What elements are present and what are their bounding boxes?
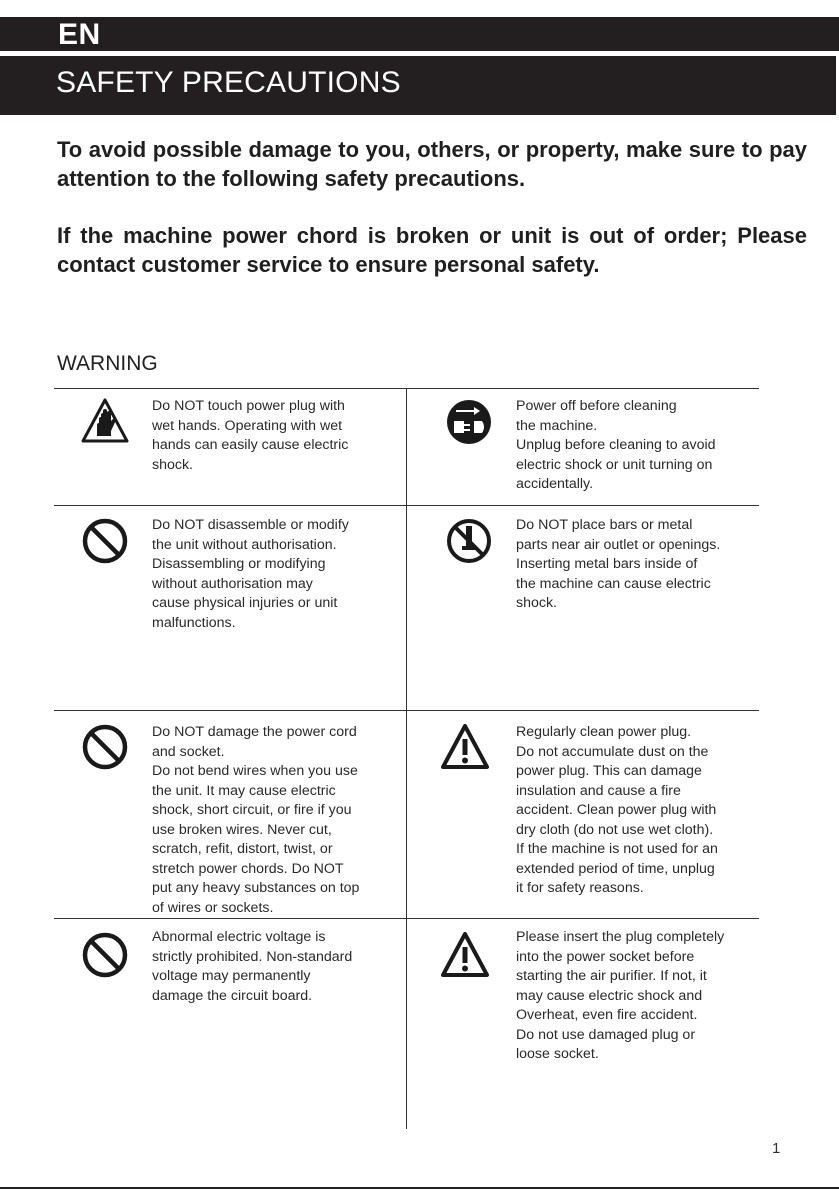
intro-paragraph-1: To avoid possible damage to you, others, or property, make sure to pay attention to the following safety precautions. [57,137,807,191]
warning-item-text: Regularly clean power plug. Do not accumulate dust on the power plug. This can damage insulation and cause a fire accident. Clean power plug with dry cloth (do not use wet cloth). If the machine is not used for an extended period of time, unplug it for safety reasons. [516,724,718,896]
bottom-rule [0,1187,839,1189]
warning-item-text: Do NOT place bars or metal parts near air outlet or openings. Inserting metal bars inside of the machine can cause electric shock. [516,517,721,611]
page-title: SAFETY PRECAUTIONS [56,66,401,99]
prohibition-icon [80,930,130,980]
language-code: EN [58,18,101,51]
warning-item-text: Do NOT damage the power cord and socket. Do not bend wires when you use the unit. It may cause electric shock, short circuit, or fire if you use broken wires. Never cut, scratch, refit, distort, twist, or stretch power chords. Do NOT put any heavy substances on top of wires or sockets. [152,724,360,916]
intro-paragraph-2: If the machine power chord is broken or unit is out of order; Please contact customer service to ensure personal safety. [57,223,807,277]
wet-hands-prohibited-icon [80,397,130,447]
warning-item-text: Do NOT disassemble or modify the unit without authorisation. Disassembling or modifying without authorisation may cause physical injuries or unit malfunctions. [152,517,349,631]
page-number: 1 [772,1140,781,1157]
warning-item-text: Abnormal electric voltage is strictly prohibited. Non-standard voltage may permanently damage the circuit board. [152,929,353,1004]
title-bar [0,56,836,115]
language-bar [0,17,839,51]
prohibition-icon [80,722,130,772]
prohibition-icon [80,516,130,566]
column-divider [406,388,407,1129]
warning-heading: WARNING [57,352,158,375]
warning-item-text: Power off before cleaning the machine. Unplug before cleaning to avoid electric shock or unit turning on accidentally. [516,398,716,492]
unplug-power-icon [444,397,494,447]
no-metal-bars-icon [444,516,494,566]
warning-triangle-icon [440,930,490,980]
warning-item-text: Do NOT touch power plug with wet hands. Operating with wet hands can easily cause electric shock. [152,398,349,473]
warning-triangle-icon [440,722,490,772]
warning-item-text: Please insert the plug completely into the power socket before starting the air purifier. If not, it may cause electric shock and Overheat, even fire accident. Do not use damaged plug or loose socket. [516,929,725,1062]
